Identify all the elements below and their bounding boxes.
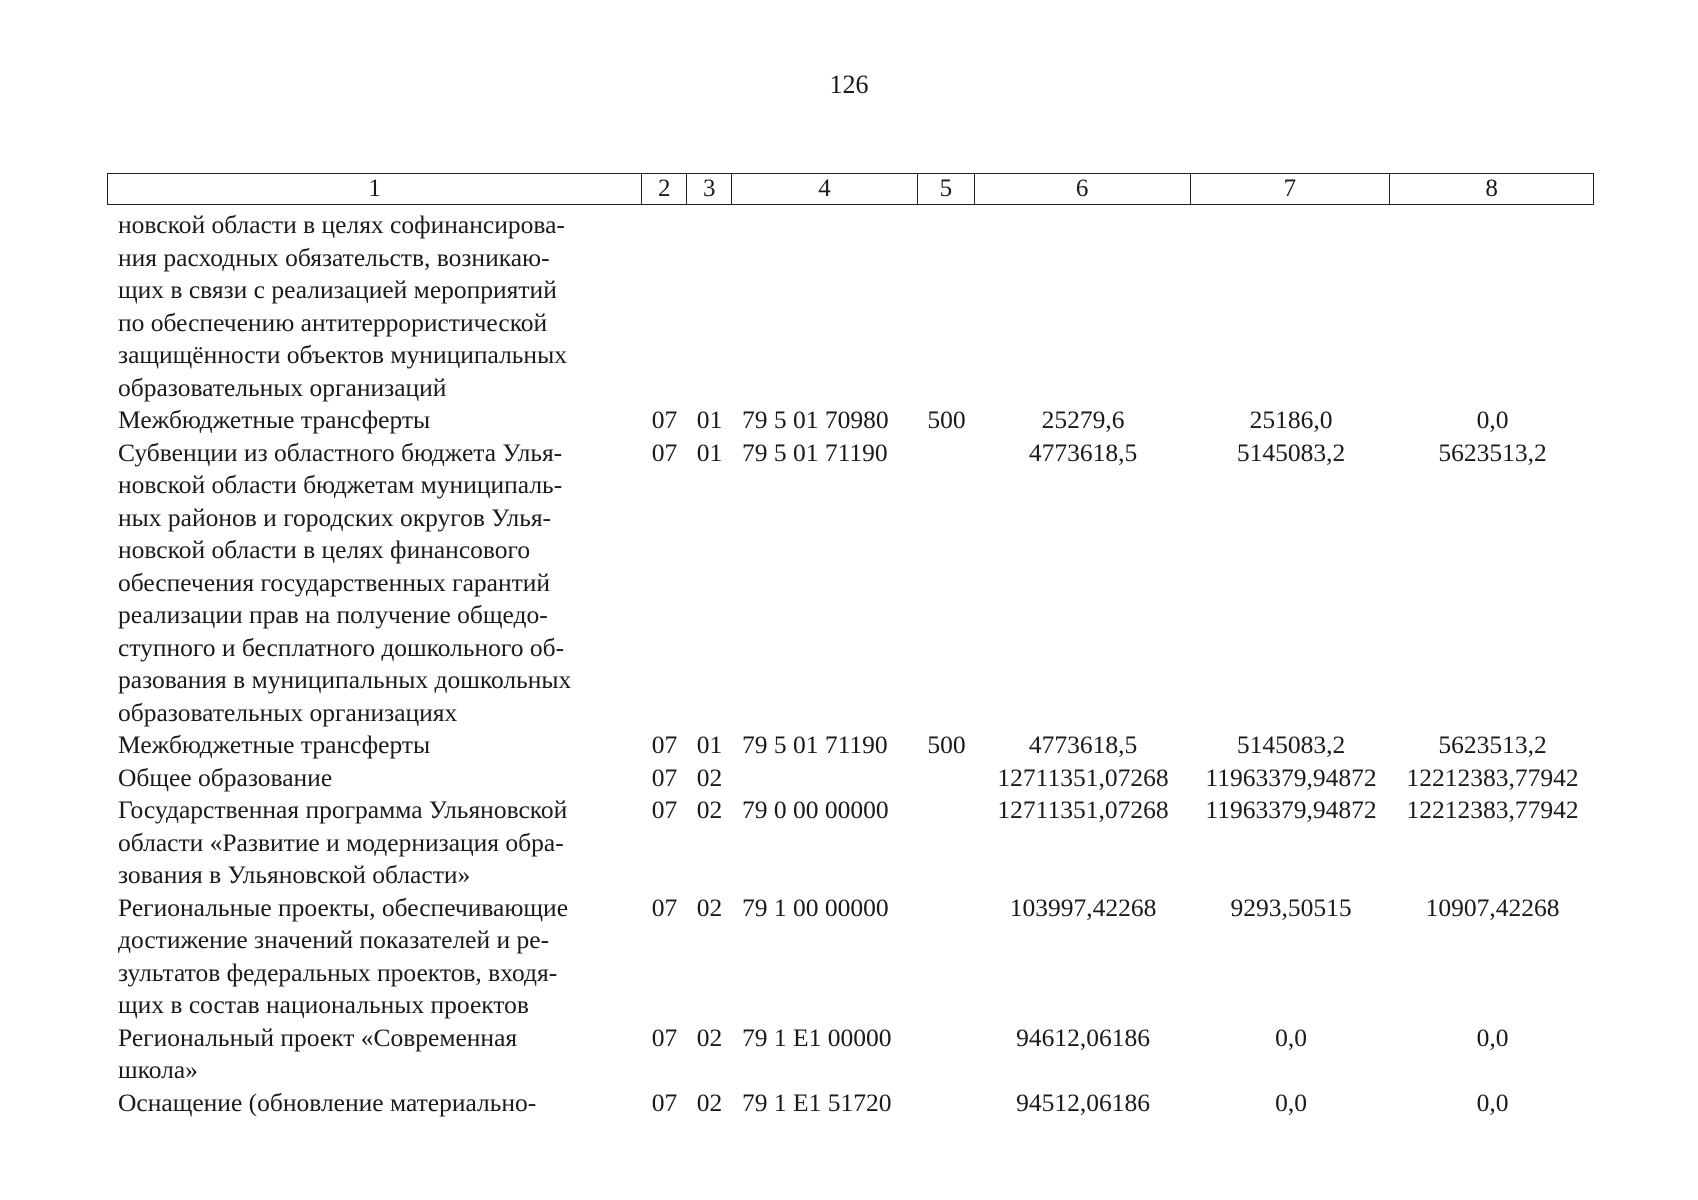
amount-year-1: [975, 209, 1191, 404]
description-line: Региональный проект «Современная: [118, 1022, 518, 1052]
description-line: достижение значений показателей и ре-: [118, 925, 550, 954]
amount-year-3: 5623513,2: [1438, 730, 1547, 759]
description-line: новской области в целях финансового: [118, 535, 531, 564]
amount-year-3: [1391, 209, 1594, 404]
description-line: Субвенции из областного бюджета Улья-: [118, 437, 563, 467]
amount-year-2: 9293,50515: [1230, 892, 1352, 922]
amount-year-1: 4773618,5: [1028, 437, 1138, 467]
section-code: 07: [651, 795, 678, 824]
subsection-code: 02: [696, 795, 723, 824]
table-row: [107, 1087, 1594, 1120]
amount-year-1: 12711351,07268: [997, 795, 1169, 824]
amount-year-3: 0,0: [1476, 1087, 1509, 1117]
row-description: [107, 1087, 642, 1120]
description-line: новской области в целях софинансирова-: [118, 210, 565, 239]
subsection-code: 02: [696, 762, 723, 792]
table-row: [107, 892, 1594, 1022]
row-description: [107, 209, 642, 404]
amount-year-1: 25279,6: [1041, 405, 1125, 434]
description-line: образовательных организаций: [118, 372, 447, 402]
description-line: Оснащение (обновление материально-: [118, 1087, 537, 1117]
amount-year-3: 0,0: [1476, 1022, 1509, 1052]
row-description: [107, 437, 642, 730]
amount-year-2: [1191, 209, 1391, 404]
amount-year-1: 94512,06186: [1016, 1087, 1150, 1117]
description-line: по обеспечению антитеррористической: [118, 307, 548, 337]
description-line: зультатов федеральных проектов, входя-: [118, 957, 558, 987]
table-row: [107, 209, 1594, 404]
table-header: [107, 173, 1594, 205]
table-row: [107, 794, 1594, 892]
subsection-code: 01: [696, 730, 723, 759]
target-article-code: 79 5 01 71190: [742, 730, 888, 759]
section-code: 07: [651, 762, 678, 792]
amount-year-1: 94612,06186: [1016, 1022, 1150, 1052]
row-description: [107, 729, 642, 762]
table-row: [107, 729, 1594, 762]
header-col-1: 1: [108, 174, 642, 204]
subsection-code: 02: [696, 892, 723, 922]
target-article-code: [732, 762, 918, 795]
subsection-code: 01: [696, 437, 723, 467]
amount-year-2: 5145083,2: [1236, 437, 1346, 467]
target-article-code: 79 5 01 70980: [742, 405, 889, 434]
expense-type-code: [918, 762, 975, 795]
header-col-5: 5: [918, 174, 975, 204]
expense-type-code: [918, 794, 975, 892]
target-article-code: 79 1 00 00000: [742, 892, 889, 922]
section-code: 07: [651, 730, 678, 759]
amount-year-2: 11963379,94872: [1205, 795, 1377, 824]
description-line: ных районов и городских округов Улья-: [118, 502, 552, 532]
page-number: 126: [829, 70, 869, 99]
section-code: 07: [651, 437, 678, 467]
amount-year-2: 0,0: [1275, 1087, 1307, 1117]
header-col-2: 2: [642, 174, 687, 204]
row-description: [107, 404, 642, 437]
row-description: [107, 762, 642, 795]
description-line: ступного и бесплатного дошкольного об-: [118, 632, 565, 662]
section-code: 07: [651, 1087, 678, 1117]
description-line: Региональные проекты, обеспечивающие: [118, 892, 569, 922]
expense-type-code: [918, 209, 975, 404]
description-line: ния расходных обязательств, возникаю-: [118, 242, 550, 272]
amount-year-3: 10907,42268: [1425, 892, 1560, 922]
subsection-code: 02: [696, 1087, 723, 1117]
target-article-code: 79 1 E1 51720: [742, 1087, 892, 1117]
expense-type-code: [918, 892, 975, 1022]
section-code: 07: [651, 892, 678, 922]
amount-year-2: 11963379,94872: [1205, 762, 1377, 792]
target-article-code: [732, 209, 918, 404]
amount-year-3: 0,0: [1476, 405, 1509, 434]
expense-type-code: [918, 1022, 975, 1087]
description-line: защищённости объектов муниципальных: [118, 340, 567, 369]
section-code: [642, 209, 687, 404]
header-col-7: 7: [1191, 174, 1391, 204]
row-description: [107, 1022, 642, 1087]
row-description: [107, 892, 642, 1022]
target-article-code: 79 0 00 00000: [742, 795, 889, 824]
description-line: зования в Ульяновской области»: [118, 860, 471, 889]
amount-year-3: 12212383,77942: [1406, 795, 1579, 824]
header-col-8: 8: [1485, 175, 1498, 202]
subsection-code: [687, 209, 732, 404]
description-line: школа»: [118, 1055, 198, 1084]
description-line: щих в связи с реализацией мероприятий: [118, 275, 557, 304]
amount-year-1: 4773618,5: [1028, 730, 1138, 759]
target-article-code: 79 5 01 71190: [742, 437, 888, 467]
table-body: [107, 209, 1594, 1119]
description-line: Межбюджетные трансферты: [118, 405, 431, 434]
amount-year-2: 5145083,2: [1236, 730, 1346, 759]
description-line: реализации прав на получение общедо-: [118, 600, 548, 629]
table-row: [107, 437, 1594, 730]
expense-type-code: [918, 1087, 975, 1120]
subsection-code: 02: [696, 1022, 723, 1052]
header-col-6: 6: [975, 174, 1191, 204]
expense-type-code: 500: [927, 405, 966, 434]
table-row: [107, 404, 1594, 437]
header-col-4: 4: [732, 174, 918, 204]
subsection-code: 01: [696, 405, 723, 434]
row-description: [107, 794, 642, 892]
description-line: новской области бюджетам муниципаль-: [118, 470, 563, 499]
description-line: области «Развитие и модернизация обра-: [118, 827, 564, 857]
amount-year-3: 12212383,77942: [1406, 762, 1579, 792]
table-row: [107, 1022, 1594, 1087]
description-line: Межбюджетные трансферты: [118, 730, 431, 759]
description-line: обеспечения государственных гарантий: [118, 567, 551, 597]
section-code: 07: [651, 405, 678, 434]
amount-year-2: 25186,0: [1249, 405, 1333, 434]
target-article-code: 79 1 E1 00000: [742, 1022, 892, 1052]
expense-type-code: [918, 437, 975, 730]
amount-year-1: 103997,42268: [1009, 892, 1157, 922]
expense-type-code: 500: [927, 730, 966, 759]
description-line: Государственная программа Ульяновской: [118, 795, 568, 824]
description-line: образовательных организациях: [118, 697, 458, 727]
section-code: 07: [651, 1022, 678, 1052]
amount-year-2: 0,0: [1275, 1022, 1307, 1052]
header-col-3: 3: [687, 174, 732, 204]
description-line: разования в муниципальных дошкольных: [118, 665, 572, 694]
table-row: [107, 762, 1594, 795]
amount-year-3: 5623513,2: [1438, 437, 1547, 467]
description-line: Общее образование: [118, 762, 333, 792]
description-line: щих в состав национальных проектов: [118, 990, 529, 1019]
amount-year-1: 12711351,07268: [997, 762, 1169, 792]
